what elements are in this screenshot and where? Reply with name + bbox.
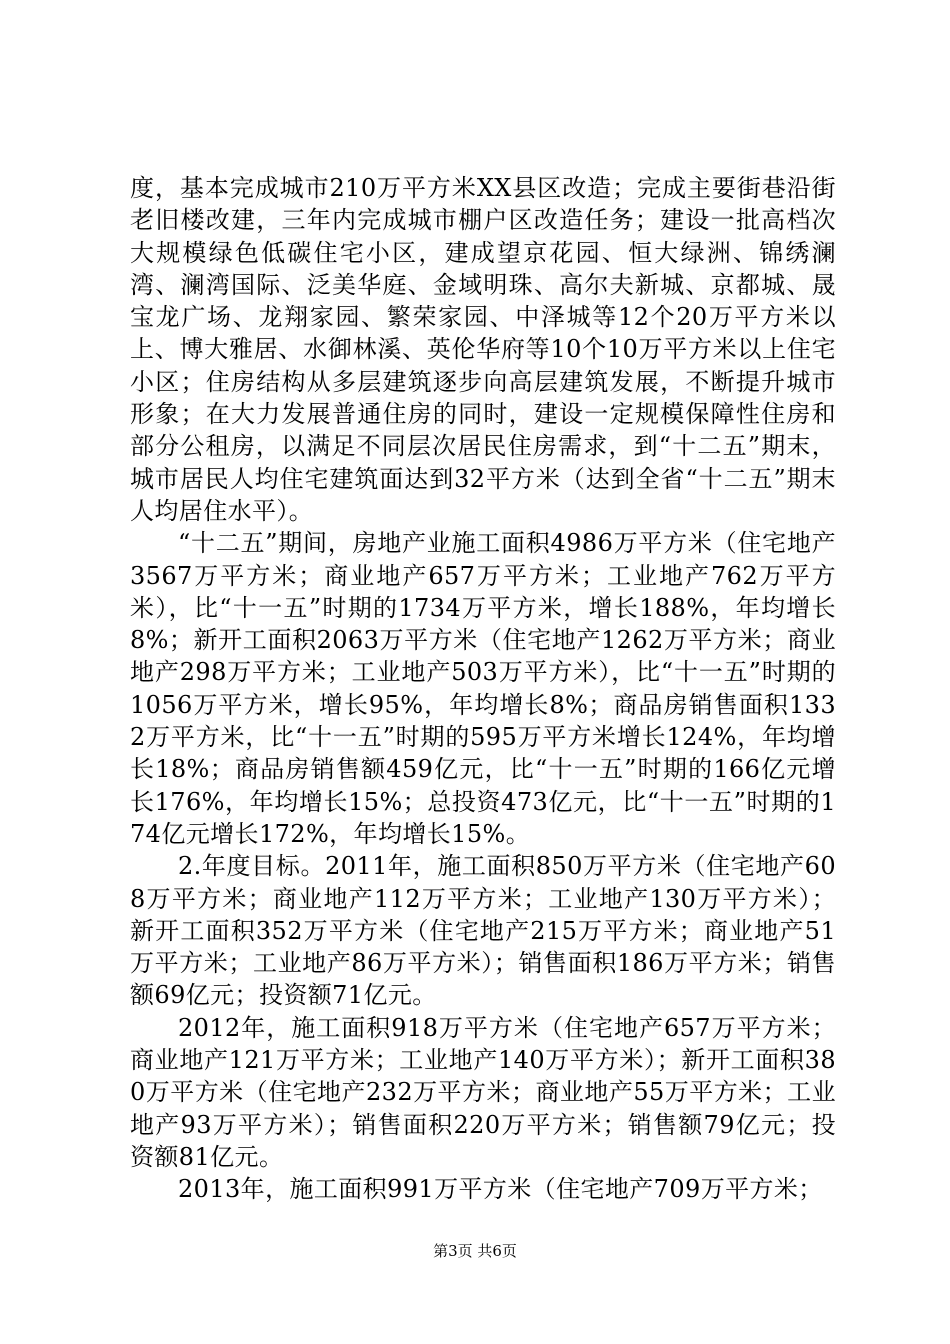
document-body xyxy=(130,172,836,1206)
paragraph-housing-plan: 度，基本完成城市210万平方米XX县区改造；完成主要街巷沿街老旧楼改建，三年内完成城市棚户区改造任务；建设一批高档次大规模绿色低碳住宅小区，建成望京花园、恒大绿洲、锦绣澜湾、澜湾国际、泛美华庭、金域明珠、高尔夫新城、京都城、晟宝龙广场、龙翔家园、繁荣家园、中泽城等12个20万平方米以上、博大雅居、水御林溪、英伦华府等10个10万平方米以上住宅小区；住房结构从多层建筑逐步向高层建筑发展，不断提升城市形象；在大力发展普通住房的同时，建设一定规模保障性住房和部分公租房，以满足不同层次居民住房需求，到“十二五”期末，城市居民人均住宅建筑面达到32平方米（达到全省“十二五”期末人均居住水平）。 xyxy=(130,174,836,525)
paragraph-annual-target-2012: 2012年，施工面积918万平方米（住宅地产657万平方米；商业地产121万平方米；工业地产140万平方米）；新开工面积380万平方米（住宅地产232万平方米；商业地产55万平方米；工业地产93万平方米）；销售面积220万平方米；销售额79亿元；投资额81亿元。 xyxy=(130,1013,836,1171)
page-footer: 第3页 共6页 xyxy=(433,1242,517,1260)
paragraph-five-year-summary: “十二五”期间，房地产业施工面积4986万平方米（住宅地产3567万平方米；商业地产657万平方米；工业地产762万平方米），比“十一五”时期的1734万平方米，增长188%，年均增长8%；新开工面积2063万平方米（住宅地产1262万平方米；商业地产298万平方米；工业地产503万平方米），比“十一五”时期的1056万平方米，增长95%，年均增长8%；商品房销售面积1332万平方米，比“十一五”时期的595万平方米增长124%，年均增长18%；商品房销售额459亿元，比“十一五”时期的166亿元增长176%，年均增长15%；总投资473亿元，比“十一五”时期的174亿元增长172%，年均增长15%。 xyxy=(130,529,836,848)
paragraph-annual-target-2011: 2.年度目标。2011年，施工面积850万平方米（住宅地产608万平方米；商业地产112万平方米；工业地产130万平方米）；新开工面积352万平方米（住宅地产215万平方米；商业地产51万平方米；工业地产86万平方米）；销售面积186万平方米；销售额69亿元；投资额71亿元。 xyxy=(130,852,836,1010)
paragraph-annual-target-2013: 2013年，施工面积991万平方米（住宅地产709万平方米； xyxy=(178,1175,823,1204)
